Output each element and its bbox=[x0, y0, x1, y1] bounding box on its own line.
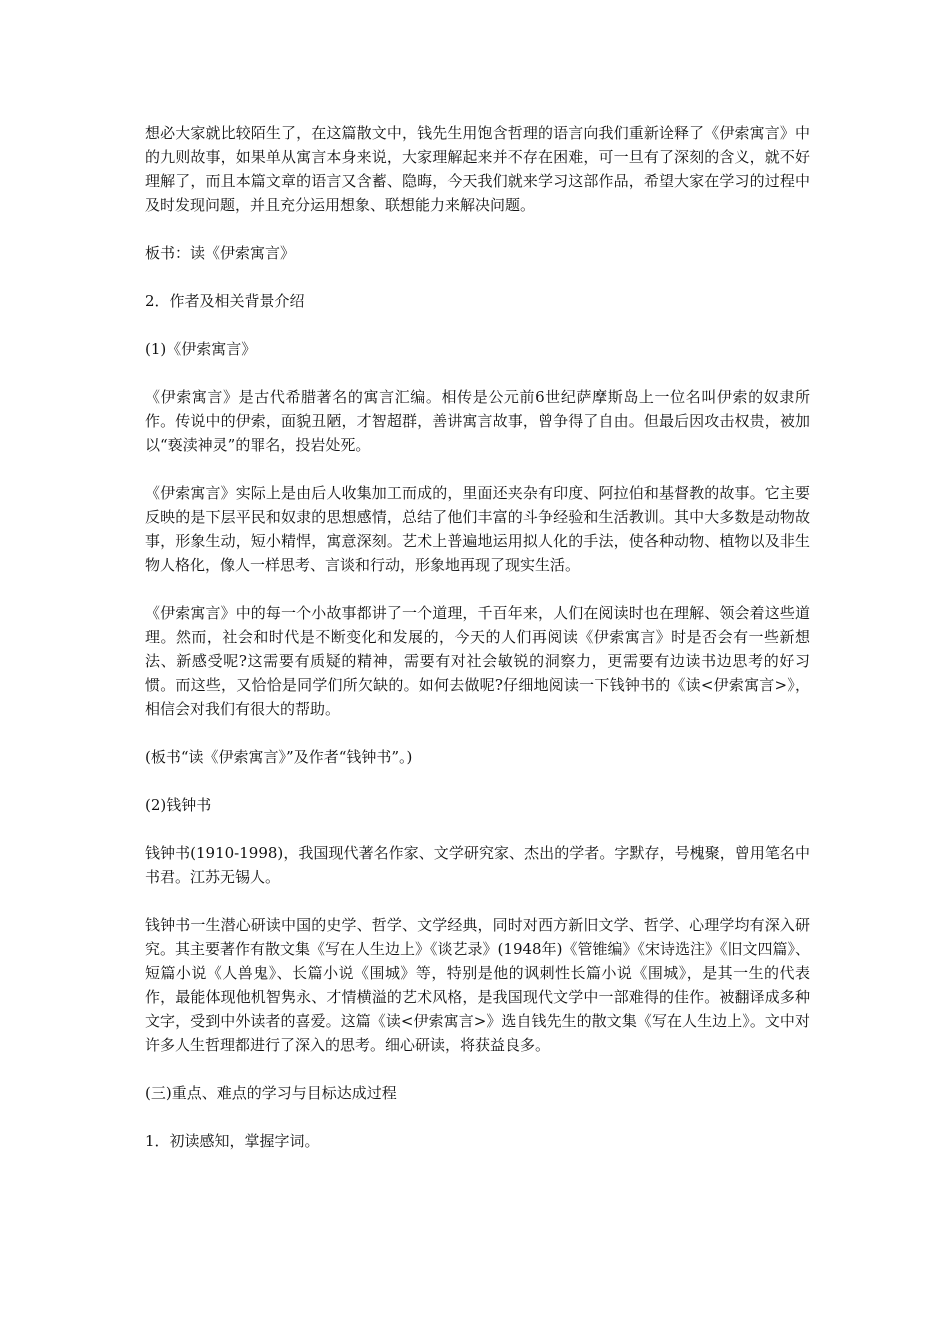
paragraph-aesop-origin: 《伊索寓言》是古代希腊著名的寓言汇编。相传是公元前6世纪萨摩斯岛上一位名叫伊索的奴隶所作。传说中的伊索，面貌丑陋，才智超群，善讲寓言故事，曾争得了自由。但最后因攻击权贵，被加以“亵渎神灵”的罪名，投岩处死。 bbox=[145, 388, 810, 454]
paragraph-qian-bio: 钱钟书(1910-1998)，我国现代著名作家、文学研究家、杰出的学者。字默存，号槐聚，曾用笔名中书君。江苏无锡人。 bbox=[145, 844, 810, 886]
subheading-aesop: (1)《伊索寓言》 bbox=[145, 340, 257, 358]
paragraph-qian-works: 钱钟书一生潜心研读中国的史学、哲学、文学经典，同时对西方新旧文学、哲学、心理学均有深入研究。其主要著作有散文集《写在人生边上》《谈艺录》(1948年)《管锥编》《宋诗选注》《旧文四篇》、短篇小说《人兽鬼》、长篇小说《围城》等，特别是他的讽刺性长篇小说《围城》，是其一生的代表作，最能体现他机智隽永、才情横溢的艺术风格，是我国现代文学中一部难得的佳作。被翻译成多种文字，受到中外读者的喜爱。这篇《读<伊索寓言>》选自钱先生的散文集《写在人生边上》。文中对许多人生哲理都进行了深入的思考。细心研读，将获益良多。 bbox=[145, 916, 810, 1054]
paragraph-blackboard-title: 板书：读《伊索寓言》 bbox=[145, 244, 296, 262]
paragraph-aesop-reading: 《伊索寓言》中的每一个小故事都讲了一个道理，千百年来，人们在阅读时也在理解、领会着这些道理。然而，社会和时代是不断变化和发展的，今天的人们再阅读《伊索寓言》时是否会有一些新想法、新感受呢?这需要有质疑的精神，需要有对社会敏锐的洞察力，更需要有边读书边思考的好习惯。而这些，又恰恰是同学们所欠缺的。如何去做呢?仔细地阅读一下钱钟书的《读<伊索寓言>》，相信会对我们有很大的帮助。 bbox=[145, 604, 810, 718]
paragraph-intro: 想必大家就比较陌生了，在这篇散文中，钱先生用饱含哲理的语言向我们重新诠释了《伊索寓言》中的九则故事，如果单从寓言本身来说，大家理解起来并不存在困难，可一旦有了深刻的含义，就不好理解了，而且本篇文章的语言又含蓄、隐晦，今天我们就来学习这部作品，希望大家在学习的过程中及时发现问题，并且充分运用想象、联想能力来解决问题。 bbox=[145, 124, 810, 214]
document-body bbox=[145, 121, 810, 1177]
heading-author-background: 2．作者及相关背景介绍 bbox=[145, 292, 305, 310]
heading-key-points: (三)重点、难点的学习与目标达成过程 bbox=[145, 1084, 397, 1102]
subheading-qian-zhongshu: (2)钱钟书 bbox=[145, 796, 212, 814]
paragraph-blackboard-note: (板书“读《伊索寓言》”及作者“钱钟书”。) bbox=[145, 748, 413, 766]
paragraph-aesop-content: 《伊索寓言》实际上是由后人收集加工而成的，里面还夹杂有印度、阿拉伯和基督教的故事。它主要反映的是下层平民和奴隶的思想感情，总结了他们丰富的斗争经验和生活教训。其中大多数是动物故事，形象生动，短小精悍，寓意深刻。艺术上普遍地运用拟人化的手法，使各种动物、植物以及非生物人格化，像人一样思考、言谈和行动，形象地再现了现实生活。 bbox=[145, 484, 810, 574]
heading-first-reading: 1．初读感知，掌握字词。 bbox=[145, 1132, 320, 1150]
